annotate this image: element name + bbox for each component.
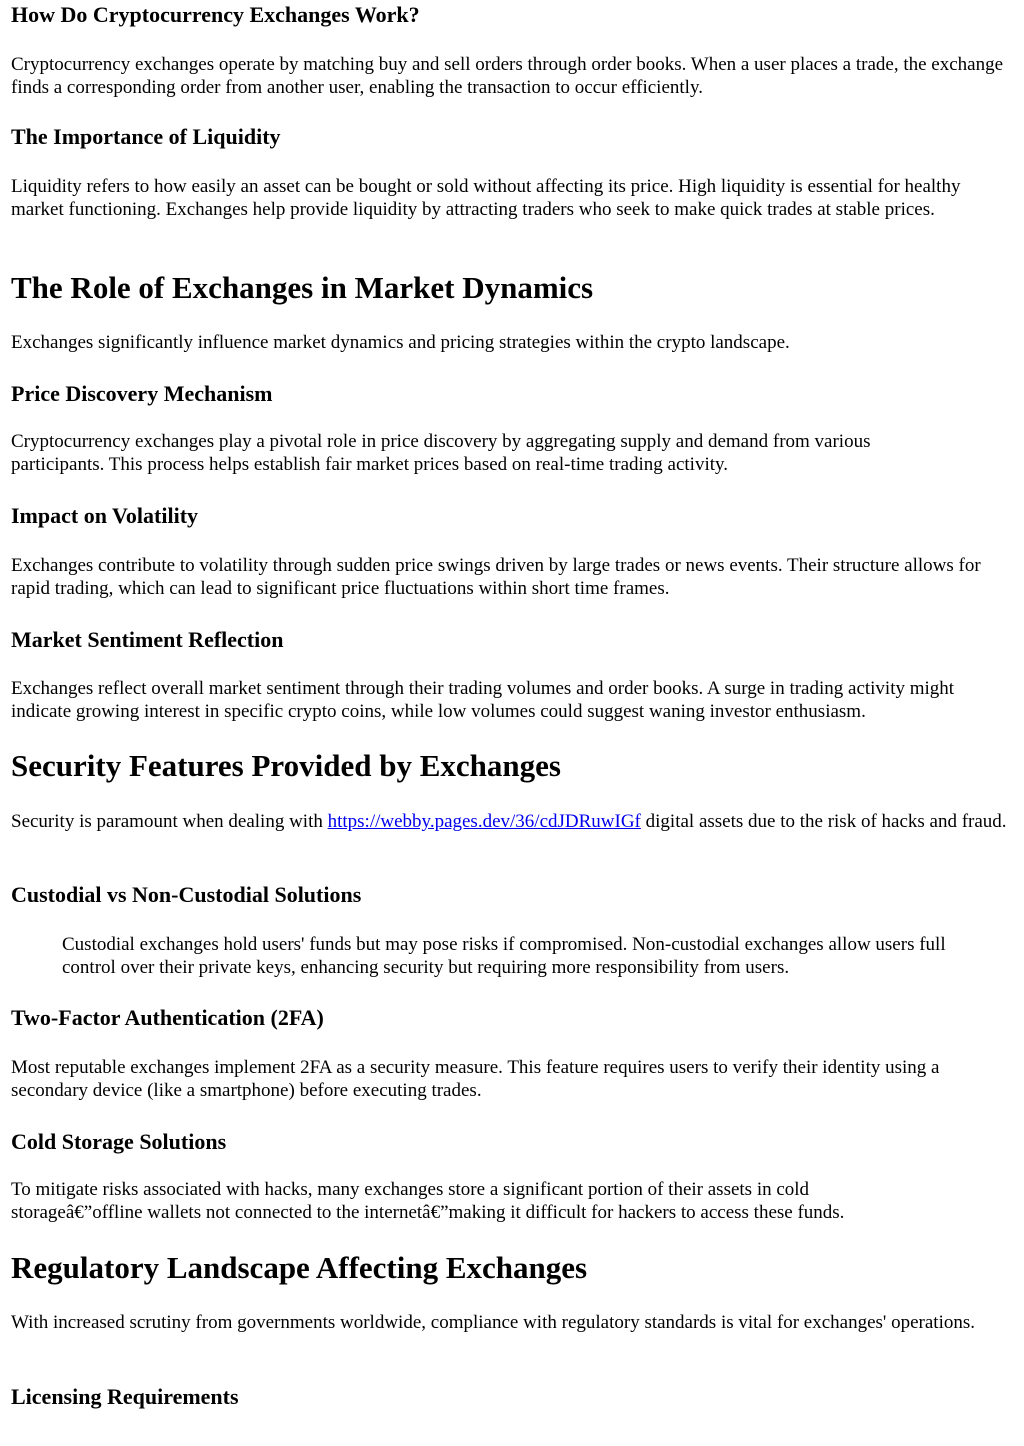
paragraph-security [11, 810, 1012, 833]
heading-volatility: Impact on Volatility [11, 503, 199, 528]
security-text-before: Security is paramount when dealing with [11, 811, 328, 832]
heading-custodial: Custodial vs Non-Custodial Solutions [11, 882, 362, 907]
heading-two-factor: Two-Factor Authentication (2FA) [11, 1005, 324, 1030]
paragraph-cold-storage: To mitigate risks associated with hacks, many exchanges store a significant portion of their assets in cold storageâ€”offline wallets not connected to the internetâ€”making it difficult for hackers to access these funds. [11, 1179, 845, 1223]
heading-sentiment: Market Sentiment Reflection [11, 627, 284, 652]
heading-market-dynamics: The Role of Exchanges in Market Dynamics [11, 270, 594, 305]
heading-licensing: Licensing Requirements [11, 1384, 239, 1409]
blockquote-custodial: Custodial exchanges hold users' funds but may pose risks if compromised. Non-custodial exchanges allow users full control over their private keys, enhancing security but requiring more responsibility from users. [62, 934, 946, 978]
paragraph-two-factor: Most reputable exchanges implement 2FA as a security measure. This feature requires users to verify their identity using a secondary device (like a smartphone) before executing trades. [11, 1057, 940, 1101]
paragraph-sentiment: Exchanges reflect overall market sentiment through their trading volumes and order books. A surge in trading activity might indicate growing interest in specific crypto coins, while low volumes could suggest waning investor enthusiasm. [11, 678, 955, 722]
heading-how-exchanges-work: How Do Cryptocurrency Exchanges Work? [11, 2, 420, 27]
heading-cold-storage: Cold Storage Solutions [11, 1129, 227, 1154]
heading-liquidity: The Importance of Liquidity [11, 124, 281, 149]
paragraph-market-dynamics: Exchanges significantly influence market dynamics and pricing strategies within the crypto landscape. [11, 332, 790, 353]
paragraph-liquidity: Liquidity refers to how easily an asset can be bought or sold without affecting its price. High liquidity is essential for healthy market functioning. Exchanges help provide liquidity by attracting traders who seek to make quick trades at stable prices. [11, 176, 961, 220]
paragraph-price-discovery: Cryptocurrency exchanges play a pivotal role in price discovery by aggregating supply and demand from various participants. This process helps establish fair market prices based on real-time trading activity. [11, 431, 871, 475]
security-text-after: digital assets due to the risk of hacks and fraud. [640, 811, 1007, 832]
paragraph-how-exchanges-work: Cryptocurrency exchanges operate by matching buy and sell orders through order books. When a user places a trade, the exchange finds a corresponding order from another user, enabling the transaction to occur efficiently. [11, 54, 1004, 98]
security-link[interactable]: https://webby.pages.dev/36/cdJDRuwIGf [327, 811, 641, 832]
heading-regulatory: Regulatory Landscape Affecting Exchanges [11, 1250, 588, 1285]
heading-security: Security Features Provided by Exchanges [11, 748, 561, 783]
heading-price-discovery: Price Discovery Mechanism [11, 381, 273, 406]
paragraph-volatility: Exchanges contribute to volatility through sudden price swings driven by large trades or news events. Their structure allows for rapid trading, which can lead to significant price fluctuations within short time frames. [11, 555, 981, 599]
paragraph-regulatory: With increased scrutiny from governments worldwide, compliance with regulatory standards is vital for exchanges' operations. [11, 1312, 975, 1333]
